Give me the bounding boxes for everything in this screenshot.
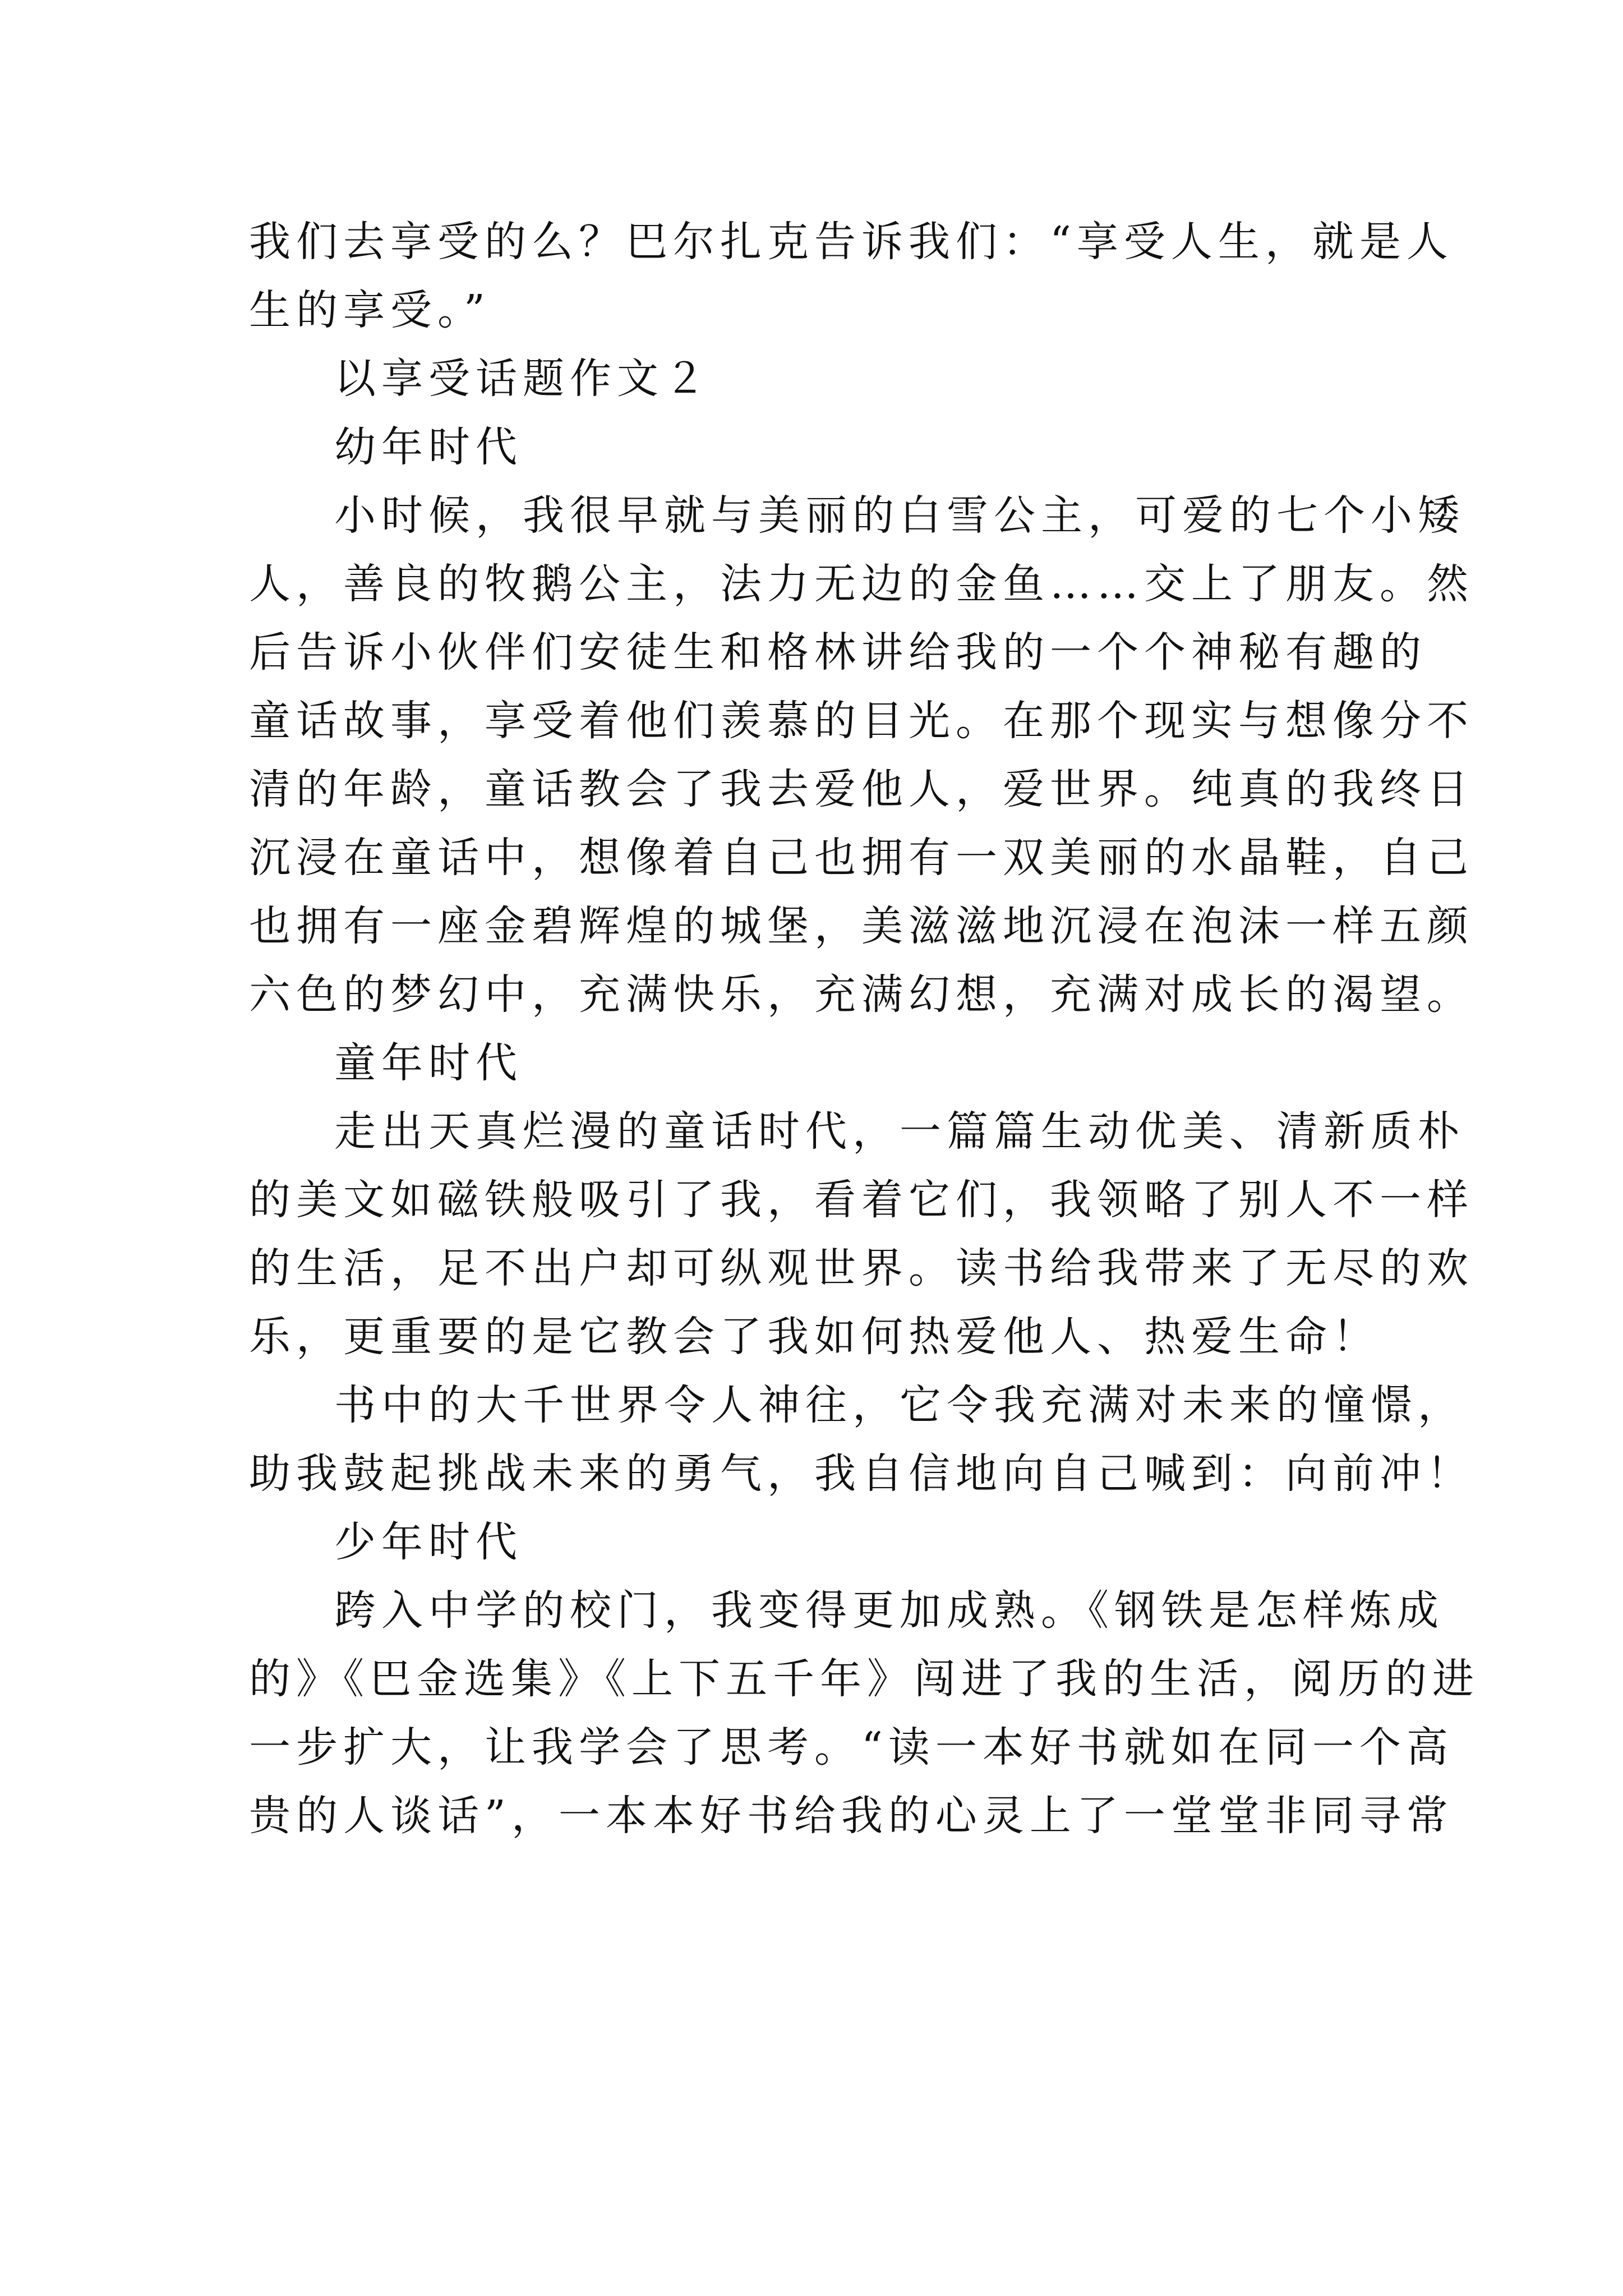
text-line: 清的年龄，童话教会了我去爱他人，爱世界。纯真的我终日 [249,765,1474,813]
paragraph-first-line: 跨入中学的校门，我变得更加成熟。《钢铁是怎样炼成 [334,1586,1444,1635]
text-line: 一步扩大，让我学会了思考。“读一本好书就如在同一个高 [249,1723,1454,1772]
paragraph-first-line: 小时候，我很早就与美丽的白雪公主，可爱的七个小矮 [334,491,1465,540]
section-heading-youth: 少年时代 [334,1518,523,1566]
text-line: 贵的人谈话”，一本本好书给我的心灵上了一堂堂非同寻常 [249,1792,1454,1840]
section-heading-infancy: 幼年时代 [334,423,523,471]
text-line: 也拥有一座金碧辉煌的城堡，美滋滋地沉浸在泡沫一样五颜 [249,902,1474,950]
paragraph-first-line: 书中的大千世界令人神往，它令我充满对未来的憧憬， [334,1381,1465,1429]
text-line: 沉浸在童话中，想像着自己也拥有一双美丽的水晶鞋，自己 [249,834,1474,882]
text-line: 我们去享受的么？巴尔扎克告诉我们：“享受人生，就是人 [249,218,1454,266]
section-heading-childhood: 童年时代 [334,1039,523,1087]
text-line: 的生活，足不出户却可纵观世界。读书给我带来了无尽的欢 [249,1244,1474,1292]
text-line: 生的享受。” [249,286,491,334]
text-line: 乐，更重要的是它教会了我如何热爱他人、热爱生命！ [249,1313,1380,1361]
text-line: 的美文如磁铁般吸引了我，看着它们，我领略了别人不一样 [249,1176,1474,1224]
essay-title: 以享受话题作文２ [334,355,711,403]
document-body [249,208,1479,1850]
text-line: 后告诉小伙伴们安徒生和格林讲给我的一个个神秘有趣的 [249,628,1427,677]
text-line: 的》《巴金选集》《上下五千年》闯进了我的生活，阅历的进 [249,1655,1479,1703]
text-line: 童话故事，享受着他们羡慕的目光。在那个现实与想像分不 [249,697,1474,745]
paragraph-first-line: 走出天真烂漫的童话时代，一篇篇生动优美、清新质朴 [334,1107,1465,1156]
text-line: 助我鼓起挑战未来的勇气，我自信地向自己喊到：向前冲！ [249,1450,1474,1498]
text-line: 六色的梦幻中，充满快乐，充满幻想，充满对成长的渴望。 [249,970,1474,1019]
text-line: 人，善良的牧鹅公主，法力无边的金鱼……交上了朋友。然 [249,560,1474,608]
